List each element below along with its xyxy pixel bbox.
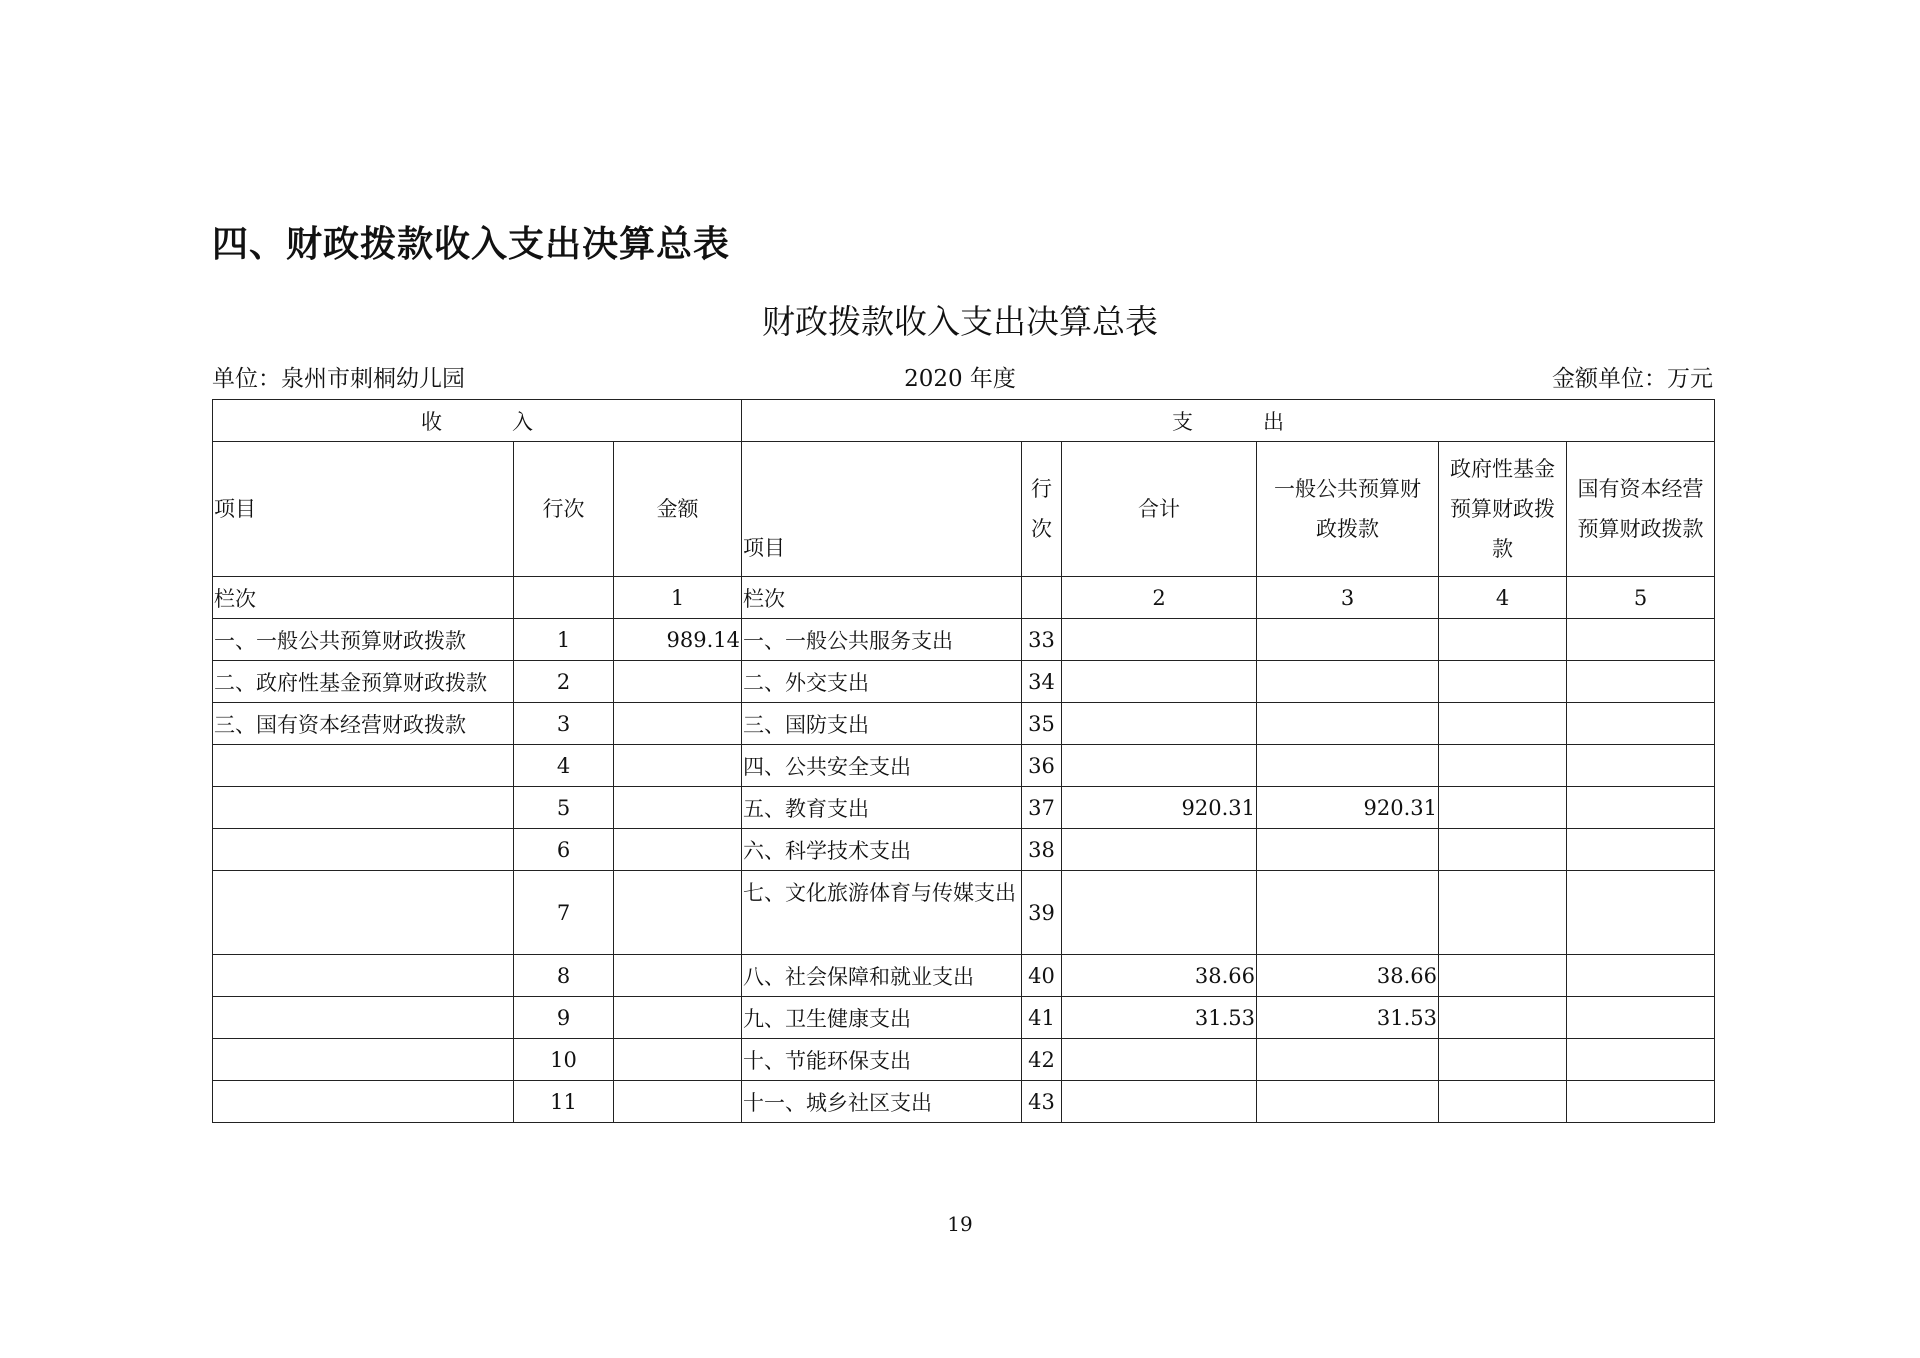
index-amount-no: 1 [614,577,742,619]
table-row [213,619,1715,661]
expense-line: 39 [1022,871,1062,955]
expense-fund [1439,661,1567,703]
income-amount [614,955,742,997]
income-item: 二、政府性基金预算财政拨款 [213,661,514,703]
index-exp-label: 栏次 [742,577,1022,619]
expense-general [1257,745,1439,787]
column-header-row [213,442,1715,577]
expense-general [1257,871,1439,955]
expense-general [1257,661,1439,703]
expense-state [1567,997,1715,1039]
index-total-no: 2 [1062,577,1257,619]
index-line-empty [514,577,614,619]
expense-total [1062,619,1257,661]
income-item: 三、国有资本经营财政拨款 [213,703,514,745]
section-title: 四、财政拨款收入支出决算总表 [212,224,731,265]
col-header-state: 国有资本经营预算财政拨款 [1567,442,1715,577]
table-row [213,661,1715,703]
expense-state [1567,661,1715,703]
income-line: 11 [514,1081,614,1123]
income-item [213,955,514,997]
expense-general [1257,619,1439,661]
income-line: 6 [514,829,614,871]
expense-general [1257,1081,1439,1123]
expense-line: 40 [1022,955,1062,997]
income-amount [614,997,742,1039]
expense-item: 十、节能环保支出 [742,1039,1022,1081]
col-header-exp-item: 项目 [742,442,1022,577]
expense-line: 43 [1022,1081,1062,1123]
expense-general: 38.66 [1257,955,1439,997]
table-row [213,1081,1715,1123]
expense-line: 38 [1022,829,1062,871]
income-line: 9 [514,997,614,1039]
expense-header-word1: 支 [1172,409,1194,434]
income-line: 7 [514,871,614,955]
expense-total [1062,661,1257,703]
expense-total [1062,745,1257,787]
table-row [213,829,1715,871]
table-row [213,703,1715,745]
col-header-fund: 政府性基金预算财政拨款 [1439,442,1567,577]
table-row [213,1039,1715,1081]
expense-fund [1439,871,1567,955]
amount-unit-label: 金额单位：万元 [1552,366,1713,392]
expense-item: 十一、城乡社区支出 [742,1081,1022,1123]
expense-item: 九、卫生健康支出 [742,997,1022,1039]
income-amount [614,1081,742,1123]
expense-line: 37 [1022,787,1062,829]
income-line: 2 [514,661,614,703]
expense-general [1257,1039,1439,1081]
income-item [213,745,514,787]
table-row [213,997,1715,1039]
expense-fund [1439,1081,1567,1123]
expense-general: 31.53 [1257,997,1439,1039]
expense-state [1567,745,1715,787]
income-item [213,1081,514,1123]
col-header-general: 一般公共预算财政拨款 [1257,442,1439,577]
expense-item: 六、科学技术支出 [742,829,1022,871]
expense-total: 920.31 [1062,787,1257,829]
income-line: 4 [514,745,614,787]
income-line: 3 [514,703,614,745]
page-number: 19 [947,1212,973,1236]
section-header-row [213,400,1715,442]
expense-fund [1439,829,1567,871]
expense-total [1062,871,1257,955]
income-amount [614,703,742,745]
income-amount [614,1039,742,1081]
expense-state [1567,703,1715,745]
expense-total [1062,829,1257,871]
index-row [213,577,1715,619]
expense-fund [1439,997,1567,1039]
expense-general: 920.31 [1257,787,1439,829]
table-row [213,871,1715,955]
income-line: 8 [514,955,614,997]
expense-general [1257,829,1439,871]
expense-general [1257,703,1439,745]
expense-line: 42 [1022,1039,1062,1081]
expense-total: 38.66 [1062,955,1257,997]
col-header-amount: 金额 [614,442,742,577]
expense-fund [1439,703,1567,745]
income-header-word1: 收 [421,409,443,434]
income-amount [614,871,742,955]
expense-fund [1439,1039,1567,1081]
expense-item: 八、社会保障和就业支出 [742,955,1022,997]
col-header-line: 行次 [514,442,614,577]
expense-total [1062,1081,1257,1123]
table-row [213,787,1715,829]
expense-item: 七、文化旅游体育与传媒支出 [742,871,1022,955]
expense-item: 四、公共安全支出 [742,745,1022,787]
income-item [213,1039,514,1081]
index-state-no: 5 [1567,577,1715,619]
expense-item: 一、一般公共服务支出 [742,619,1022,661]
expense-header [742,400,1715,442]
expense-fund [1439,787,1567,829]
income-line: 10 [514,1039,614,1081]
table-title: 财政拨款收入支出决算总表 [762,302,1158,341]
expense-line: 35 [1022,703,1062,745]
income-item [213,829,514,871]
expense-line: 34 [1022,661,1062,703]
income-amount [614,787,742,829]
income-amount [614,745,742,787]
income-item [213,871,514,955]
expense-state [1567,871,1715,955]
expense-total [1062,703,1257,745]
income-header-word2: 入 [512,409,534,434]
income-item [213,997,514,1039]
expense-line: 36 [1022,745,1062,787]
expense-state [1567,619,1715,661]
expense-item: 三、国防支出 [742,703,1022,745]
expense-fund [1439,955,1567,997]
expense-fund [1439,619,1567,661]
expense-state [1567,955,1715,997]
expense-item: 五、教育支出 [742,787,1022,829]
expense-state [1567,829,1715,871]
budget-summary-table [212,399,1715,1123]
income-item [213,787,514,829]
table-row [213,745,1715,787]
expense-header-word2: 出 [1263,409,1285,434]
year-label: 2020 年度 [904,366,1016,392]
table-row [213,955,1715,997]
income-line: 1 [514,619,614,661]
expense-total [1062,1039,1257,1081]
income-header [213,400,742,442]
income-amount [614,661,742,703]
expense-state [1567,787,1715,829]
income-amount [614,829,742,871]
expense-item: 二、外交支出 [742,661,1022,703]
income-amount: 989.14 [614,619,742,661]
expense-fund [1439,745,1567,787]
expense-line: 33 [1022,619,1062,661]
income-line: 5 [514,787,614,829]
expense-state [1567,1081,1715,1123]
unit-label: 单位：泉州市刺桐幼儿园 [212,366,465,392]
expense-total: 31.53 [1062,997,1257,1039]
col-header-exp-line: 行次 [1022,442,1062,577]
expense-line: 41 [1022,997,1062,1039]
index-fund-no: 4 [1439,577,1567,619]
index-general-no: 3 [1257,577,1439,619]
income-item: 一、一般公共预算财政拨款 [213,619,514,661]
col-header-total: 合计 [1062,442,1257,577]
col-header-item: 项目 [213,442,514,577]
index-label: 栏次 [213,577,514,619]
index-exp-line-empty [1022,577,1062,619]
expense-state [1567,1039,1715,1081]
